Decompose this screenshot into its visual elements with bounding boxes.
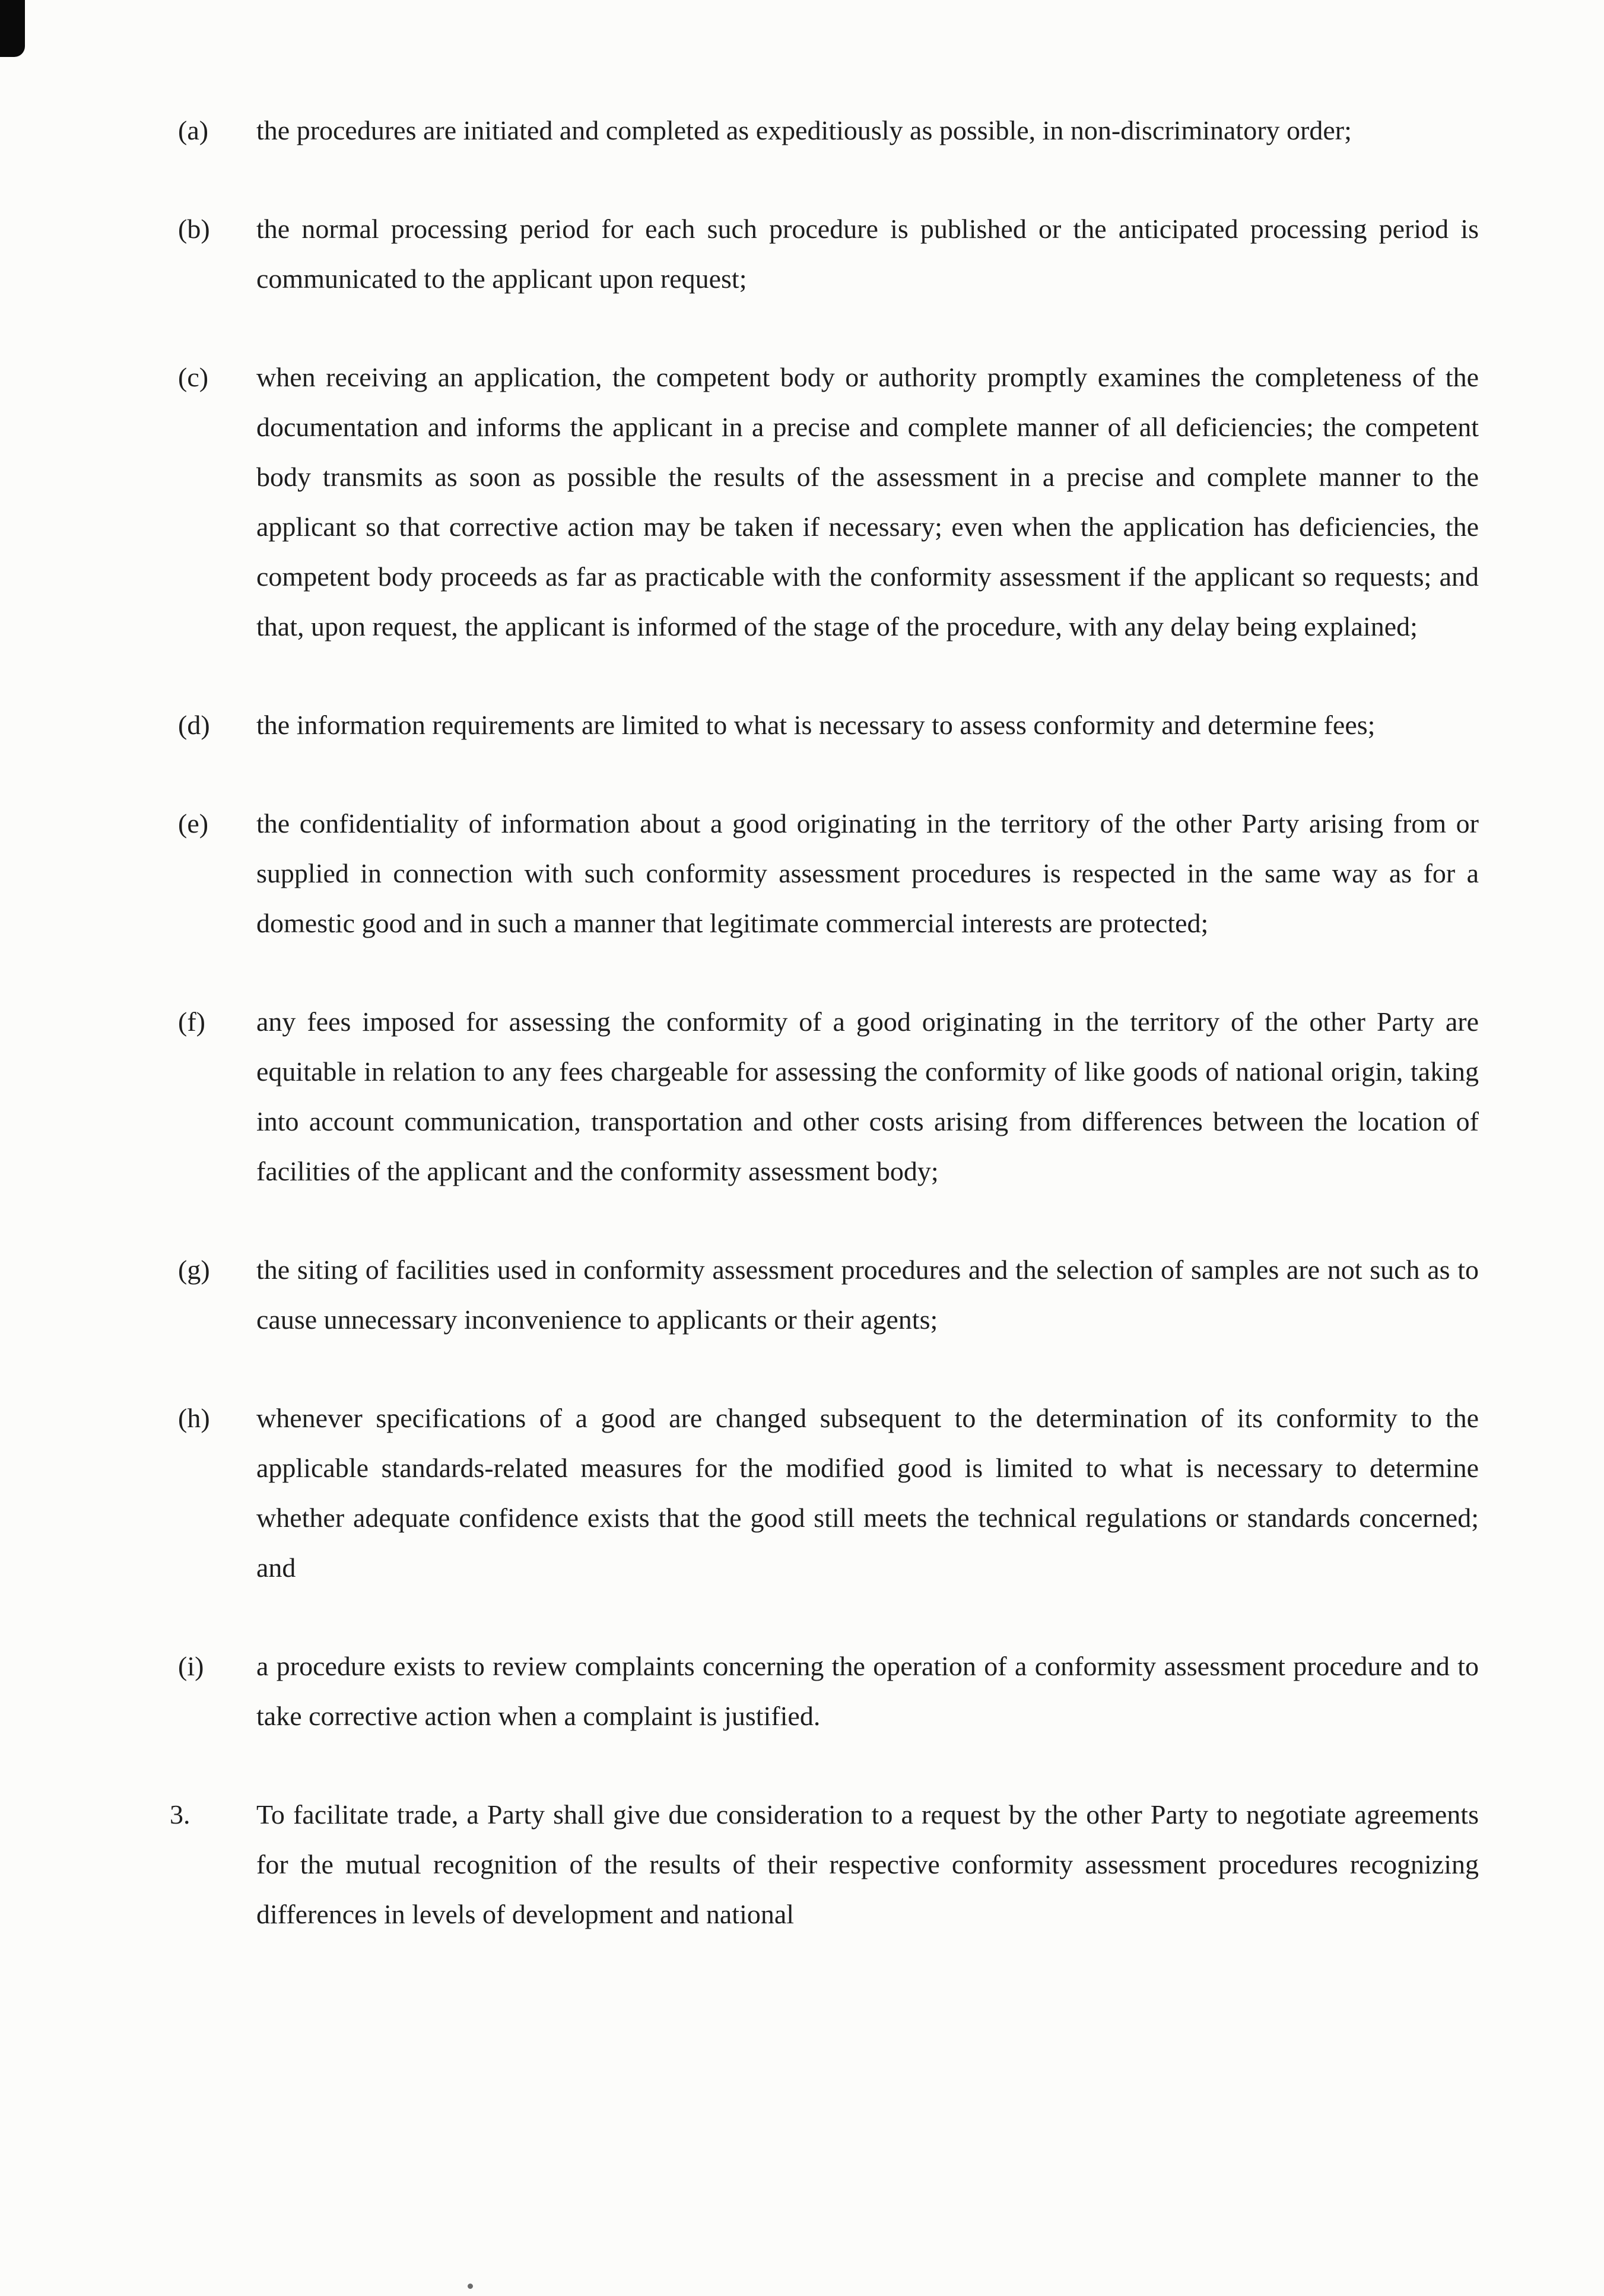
list-item-e — [178, 799, 1479, 948]
paragraph-label: (g) — [178, 1255, 210, 1285]
paragraph-text: whenever specifications of a good are changed subsequent to the determination of its conformity to the applicable standards-related measures for the modified good is limited to what is necessary to determine whether adequate confidence exists that the good still meets the technical regulations or standards concerned; and — [256, 1403, 1479, 1583]
paragraph-text: a procedure exists to review complaints concerning the operation of a conformity assessment procedure and to take corrective action when a complaint is justified. — [256, 1651, 1479, 1731]
list-item-a — [178, 106, 1479, 155]
paragraph-3 — [170, 1790, 1479, 1939]
paragraph-label: (d) — [178, 710, 210, 740]
paragraph-label: 3. — [170, 1799, 190, 1830]
paragraph-label: (b) — [178, 214, 210, 244]
list-item-f — [178, 997, 1479, 1196]
paragraph-text: any fees imposed for assessing the conformity of a good originating in the territory of the other Party are equitable in relation to any fees chargeable for assessing the conformity of like goods of national origin, taking into account communication, transportation and other costs arising from differences between the location of facilities of the applicant and the conformity assessment body; — [256, 1006, 1479, 1186]
list-item-g — [178, 1245, 1479, 1345]
paragraph-label: (h) — [178, 1403, 210, 1433]
list-item-b — [178, 204, 1479, 304]
paragraph-text: the confidentiality of information about a good originating in the territory of the other Party arising from or supplied in connection with such conformity assessment procedures is respected in the same way as for a domestic good and in such a manner that legitimate commercial interests are protected; — [256, 808, 1479, 938]
paragraph-text: the procedures are initiated and completed as expeditiously as possible, in non-discriminatory order; — [256, 115, 1352, 145]
paragraph-text: the information requirements are limited to what is necessary to assess conformity and determine fees; — [256, 710, 1376, 740]
list-item-d — [178, 700, 1479, 750]
paragraph-label: (c) — [178, 362, 209, 392]
paragraph-text: To facilitate trade, a Party shall give due consideration to a request by the other Party to negotiate agreements for the mutual recognition of the results of their respective conformity assessment procedures recognizing differences in levels of development and national — [256, 1799, 1479, 1929]
scan-artifact-speck — [468, 2284, 473, 2289]
document-page — [170, 106, 1479, 1939]
list-item-c — [178, 353, 1479, 652]
scan-artifact-corner — [0, 0, 25, 57]
list-item-i — [178, 1641, 1479, 1741]
paragraph-label: (i) — [178, 1651, 204, 1681]
paragraph-text: when receiving an application, the competent body or authority promptly examines the completeness of the documentation and informs the applicant in a precise and complete manner of all deficiencies; the competent body transmits as soon as possible the results of the assessment in a precise and complete manner to the applicant so that corrective action may be taken if necessary; even when the application has deficiencies, the competent body proceeds as far as practicable with the conformity assessment if the applicant so requests; and that, upon request, the applicant is informed of the stage of the procedure, with any delay being explained; — [256, 362, 1479, 642]
list-item-h — [178, 1393, 1479, 1593]
paragraph-label: (a) — [178, 115, 209, 145]
paragraph-label: (f) — [178, 1006, 205, 1037]
paragraph-text: the normal processing period for each such procedure is published or the anticipated processing period is communicated to the applicant upon request; — [256, 214, 1479, 294]
paragraph-label: (e) — [178, 808, 209, 839]
paragraph-text: the siting of facilities used in conformity assessment procedures and the selection of samples are not such as to cause unnecessary inconvenience to applicants or their agents; — [256, 1255, 1479, 1335]
